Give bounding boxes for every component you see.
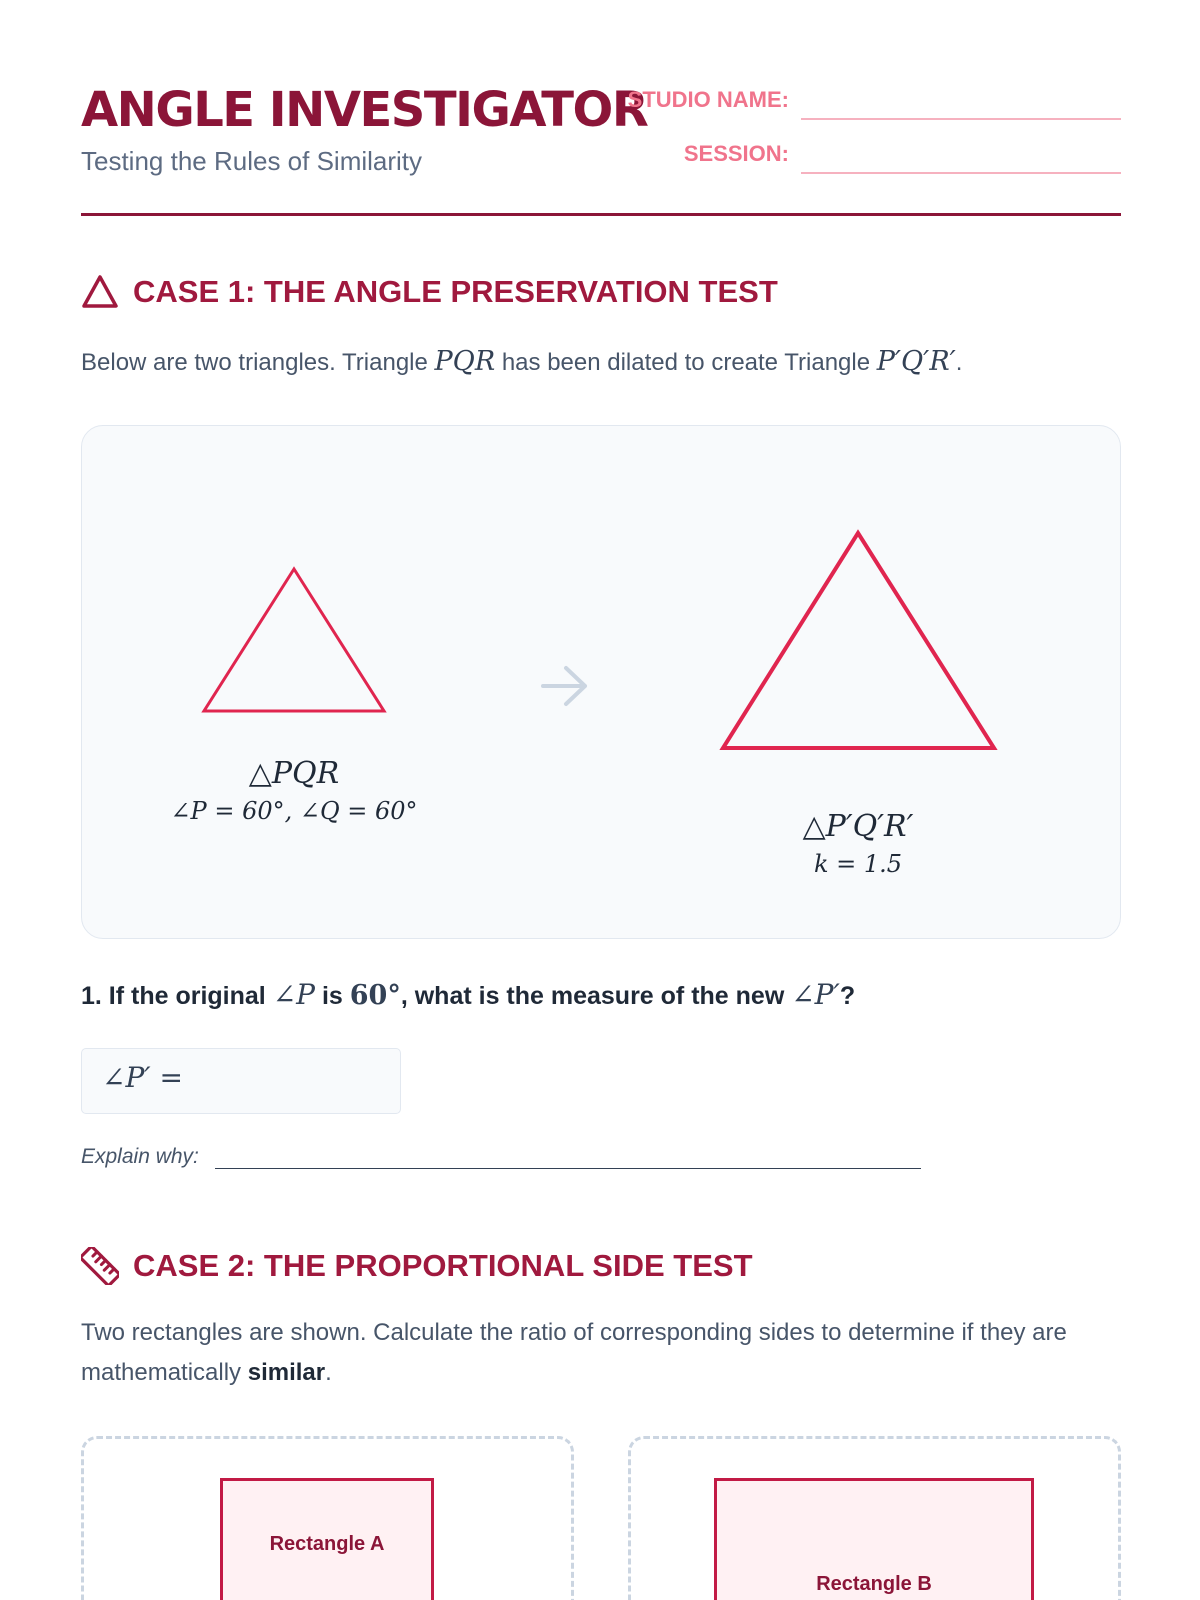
case-2-intro <box>81 1313 1121 1393</box>
question-text: , what is the measure of the new <box>400 982 792 1010</box>
case-1-title: CASE 1: THE ANGLE PRESERVATION TEST <box>133 274 778 309</box>
case-1-intro <box>81 342 1121 383</box>
answer-input-p-prime[interactable] <box>81 1048 401 1114</box>
session-field[interactable] <box>801 172 1121 174</box>
triangle-pqr-name: △PQR <box>248 756 340 791</box>
case-1-heading <box>81 274 778 310</box>
session-label: SESSION: <box>683 141 789 166</box>
rectangle-b <box>714 1478 1034 1600</box>
intro-text: . <box>955 349 963 376</box>
question-math: 60° <box>349 980 401 1011</box>
intro-text: has been dilated to create Triangle <box>495 349 877 376</box>
intro-math-pqr-prime: P′Q′R′ <box>876 346 956 377</box>
explain-label: Explain why: <box>81 1145 199 1168</box>
answer-prefix: ∠P′ = <box>102 1061 184 1094</box>
intro-math-pqr: PQR <box>434 346 496 377</box>
rectangle-b-card <box>628 1436 1121 1600</box>
question-text: is <box>315 982 350 1010</box>
triangle-pqr-angles: ∠P = 60°, ∠Q = 60° <box>170 797 418 825</box>
intro-text: Two rectangles are shown. Calculate the ratio of corresponding sides to determine if they are mathematically <box>81 1319 1067 1386</box>
question-text: ? <box>839 982 856 1010</box>
page-subtitle: Testing the Rules of Similarity <box>81 146 423 176</box>
question-text: If the original <box>101 982 273 1010</box>
case-2-title: CASE 2: THE PROPORTIONAL SIDE TEST <box>133 1248 753 1283</box>
triangle-pqr-prime-name: △P′Q′R′ <box>802 809 914 844</box>
intro-text: Below are two triangles. Triangle <box>81 349 435 376</box>
question-number: 1. <box>81 982 102 1010</box>
question-math: ∠P <box>272 978 316 1011</box>
page-title: ANGLE INVESTIGATOR <box>81 82 648 138</box>
rectangle-a-card <box>81 1436 574 1600</box>
rectangle-a-label: Rectangle A <box>269 1533 385 1555</box>
ruler-icon <box>81 1247 119 1285</box>
question-1 <box>81 978 855 1011</box>
explain-why-field[interactable] <box>215 1168 921 1169</box>
triangle-icon <box>81 274 119 310</box>
question-math: ∠P′ <box>791 978 840 1011</box>
studio-name-label: STUDIO NAME: <box>627 87 789 112</box>
triangle-diagram <box>81 425 1121 939</box>
rectangle-a <box>220 1478 434 1600</box>
case-2-heading <box>81 1247 753 1285</box>
rectangle-b-label: Rectangle B <box>816 1573 932 1595</box>
triangle-pqr-label <box>144 756 444 825</box>
triangle-pqr-prime-label <box>708 809 1008 878</box>
intro-bold-similar: similar <box>247 1359 326 1386</box>
scale-factor: k = 1.5 <box>813 850 903 878</box>
intro-text: . <box>325 1359 332 1386</box>
studio-name-field[interactable] <box>801 118 1121 120</box>
